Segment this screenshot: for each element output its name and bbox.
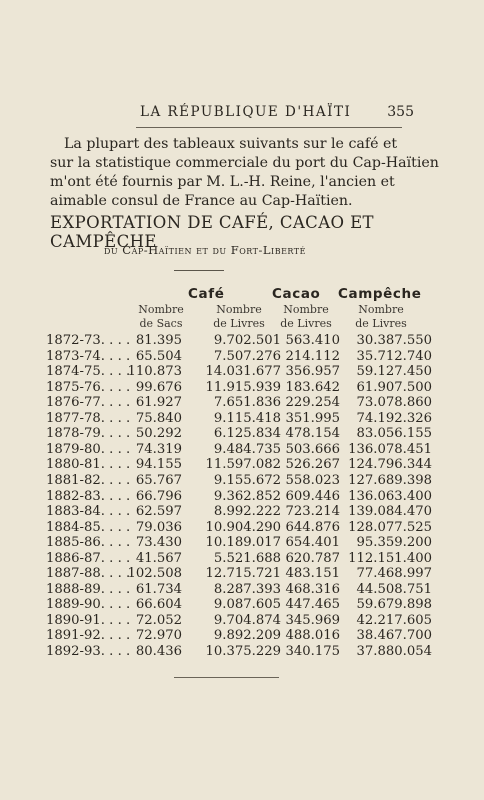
- row-cafe-livres: 9.115.418: [213, 410, 281, 426]
- row-cafe-livres: 10.189.017: [205, 535, 281, 551]
- row-campeche-livres: 83.056.155: [356, 426, 432, 442]
- row-campeche-livres: 59.127.450: [356, 364, 432, 380]
- header-rule: [136, 127, 402, 128]
- subhead-line: de Livres: [280, 317, 332, 330]
- row-cacao-livres: 644.876: [285, 519, 340, 535]
- intro-line: aimable consul de France au Cap-Haïtien.: [50, 193, 353, 209]
- row-campeche-livres: 139.084.470: [348, 504, 432, 520]
- row-sacs: 61.927: [135, 395, 182, 411]
- row-cacao-livres: 447.465: [285, 597, 340, 613]
- column-subhead-sacs: [118, 303, 204, 331]
- row-sacs: 110.873: [127, 364, 182, 380]
- row-sacs: 75.840: [135, 410, 182, 426]
- column-subhead-cacao-livres: [266, 303, 346, 331]
- row-sacs: 72.052: [135, 612, 182, 628]
- row-year: 1882-83. . . .: [46, 488, 131, 504]
- row-cacao-livres: 654.401: [285, 535, 340, 551]
- row-cafe-livres: 14.031.677: [205, 364, 281, 380]
- row-year: 1875-76. . . .: [46, 379, 131, 395]
- row-year: 1878-79. . . .: [46, 426, 131, 442]
- row-cacao-livres: 340.175: [285, 644, 340, 659]
- row-cacao-livres: 214.112: [285, 348, 340, 364]
- row-campeche-livres: 73.078.860: [356, 395, 432, 411]
- row-cafe-livres: 9.702.501: [213, 333, 281, 348]
- row-cafe-livres: 9.704.874: [213, 612, 281, 628]
- row-year: 1873-74. . . .: [46, 348, 131, 364]
- row-campeche-livres: 95.359.200: [356, 535, 432, 551]
- row-cacao-livres: 526.267: [285, 457, 340, 473]
- row-cafe-livres: 9.087.605: [213, 597, 281, 613]
- row-campeche-livres: 112.151.400: [348, 550, 432, 566]
- subhead-line: de Sacs: [139, 317, 183, 330]
- row-sacs: 99.676: [135, 379, 182, 395]
- row-year: 1889-90. . . .: [46, 597, 131, 613]
- intro-paragraph: [50, 135, 439, 211]
- intro-line: La plupart des tableaux suivants sur le café et: [64, 136, 398, 152]
- row-year: 1881-82. . . .: [46, 472, 131, 488]
- row-sacs: 72.970: [135, 628, 182, 644]
- row-cafe-livres: 10.375.229: [205, 644, 281, 659]
- row-year: 1891-92. . . .: [46, 628, 131, 644]
- running-head: [40, 104, 420, 124]
- row-cacao-livres: 563.410: [285, 333, 340, 348]
- row-cafe-livres: 11.597.082: [205, 457, 281, 473]
- row-sacs: 74.319: [135, 441, 182, 457]
- row-cafe-livres: 7.507.276: [213, 348, 281, 364]
- subhead-line: Nombre: [138, 303, 184, 316]
- row-year: 1883-84. . . .: [46, 504, 131, 520]
- subhead-line: Nombre: [283, 303, 329, 316]
- row-campeche-livres: 61.907.500: [356, 379, 432, 395]
- row-campeche-livres: 127.689.398: [348, 472, 432, 488]
- row-sacs: 94.155: [135, 457, 182, 473]
- row-cafe-livres: 7.651.836: [213, 395, 281, 411]
- row-campeche-livres: 124.796.344: [348, 457, 432, 473]
- row-campeche-livres: 74.192.326: [356, 410, 432, 426]
- column-group-campeche: Campêche: [338, 286, 422, 302]
- column-group-cacao: Cacao: [272, 286, 321, 302]
- row-year: 1877-78. . . .: [46, 410, 131, 426]
- running-title: LA RÉPUBLIQUE D'HAÏTI: [140, 104, 352, 120]
- row-cafe-livres: 6.125.834: [213, 426, 281, 442]
- row-campeche-livres: 35.712.740: [356, 348, 432, 364]
- footer-rule: [174, 677, 279, 678]
- subhead-line: Nombre: [358, 303, 404, 316]
- row-sacs: 65.767: [135, 472, 182, 488]
- row-cafe-livres: 12.715.721: [205, 566, 281, 582]
- row-cacao-livres: 468.316: [285, 581, 340, 597]
- column-subhead-campeche-livres: [338, 303, 424, 331]
- row-sacs: 50.292: [135, 426, 182, 442]
- row-cafe-livres: 9.892.209: [213, 628, 281, 644]
- row-cafe-livres: 8.287.393: [213, 581, 281, 597]
- row-campeche-livres: 44.508.751: [356, 581, 432, 597]
- row-sacs: 66.604: [135, 597, 182, 613]
- row-year: 1874-75. . . .: [46, 364, 131, 380]
- row-year: 1884-85. . . .: [46, 519, 131, 535]
- row-campeche-livres: 42.217.605: [356, 612, 432, 628]
- row-campeche-livres: 37.880.054: [356, 644, 432, 659]
- row-cafe-livres: 9.484.735: [213, 441, 281, 457]
- row-sacs: 73.430: [135, 535, 182, 551]
- subhead-line: de Livres: [213, 317, 265, 330]
- row-cacao-livres: 345.969: [285, 612, 340, 628]
- row-year: 1892-93. . . .: [46, 644, 131, 659]
- row-cacao-livres: 620.787: [285, 550, 340, 566]
- row-campeche-livres: 77.468.997: [356, 566, 432, 582]
- row-cacao-livres: 503.666: [285, 441, 340, 457]
- row-cacao-livres: 609.446: [285, 488, 340, 504]
- row-year: 1876-77. . . .: [46, 395, 131, 411]
- row-sacs: 65.504: [135, 348, 182, 364]
- intro-line: m'ont été fournis par M. L.-H. Reine, l'ancien et: [50, 174, 395, 190]
- row-year: 1890-91. . . .: [46, 612, 131, 628]
- subhead-line: Nombre: [216, 303, 262, 316]
- row-cafe-livres: 8.992.222: [213, 504, 281, 520]
- row-cacao-livres: 483.151: [285, 566, 340, 582]
- section-rule: [174, 270, 224, 271]
- row-campeche-livres: 30.387.550: [356, 333, 432, 348]
- row-sacs: 79.036: [135, 519, 182, 535]
- row-cacao-livres: 723.214: [285, 504, 340, 520]
- page-number: 355: [387, 104, 414, 120]
- row-sacs: 66.796: [135, 488, 182, 504]
- row-cacao-livres: 351.995: [285, 410, 340, 426]
- row-cafe-livres: 9.362.852: [213, 488, 281, 504]
- intro-line: sur la statistique commerciale du port du Cap-Haïtien: [50, 155, 439, 171]
- row-cacao-livres: 488.016: [285, 628, 340, 644]
- column-group-cafe: Café: [188, 286, 225, 302]
- row-campeche-livres: 59.679.898: [356, 597, 432, 613]
- row-campeche-livres: 136.078.451: [348, 441, 432, 457]
- row-sacs: 80.436: [135, 644, 182, 659]
- row-year: 1879-80. . . .: [46, 441, 131, 457]
- row-year: 1888-89. . . .: [46, 581, 131, 597]
- table-row: [0, 644, 484, 662]
- row-cacao-livres: 478.154: [285, 426, 340, 442]
- subhead-line: de Livres: [355, 317, 407, 330]
- section-subtitle: du Cap-Haïtien et du Fort-Liberté: [104, 243, 306, 257]
- row-year: 1886-87. . . .: [46, 550, 131, 566]
- row-cacao-livres: 229.254: [285, 395, 340, 411]
- row-sacs: 62.597: [135, 504, 182, 520]
- row-cafe-livres: 5.521.688: [213, 550, 281, 566]
- row-sacs: 102.508: [127, 566, 182, 582]
- row-cacao-livres: 558.023: [285, 472, 340, 488]
- row-year: 1872-73. . . .: [46, 333, 131, 348]
- row-sacs: 61.734: [135, 581, 182, 597]
- row-campeche-livres: 128.077.525: [348, 519, 432, 535]
- row-campeche-livres: 38.467.700: [356, 628, 432, 644]
- row-sacs: 81.395: [135, 333, 182, 348]
- row-year: 1887-88. . . .: [46, 566, 131, 582]
- row-sacs: 41.567: [135, 550, 182, 566]
- row-year: 1885-86. . . .: [46, 535, 131, 551]
- row-cacao-livres: 183.642: [285, 379, 340, 395]
- row-year: 1880-81. . . .: [46, 457, 131, 473]
- row-cafe-livres: 10.904.290: [205, 519, 281, 535]
- row-cacao-livres: 356.957: [285, 364, 340, 380]
- row-cafe-livres: 9.155.672: [213, 472, 281, 488]
- row-campeche-livres: 136.063.400: [348, 488, 432, 504]
- section-title: EXPORTATION DE CAFÉ, CACAO ET CAMPÊCHE: [50, 213, 374, 251]
- row-cafe-livres: 11.915.939: [205, 379, 281, 395]
